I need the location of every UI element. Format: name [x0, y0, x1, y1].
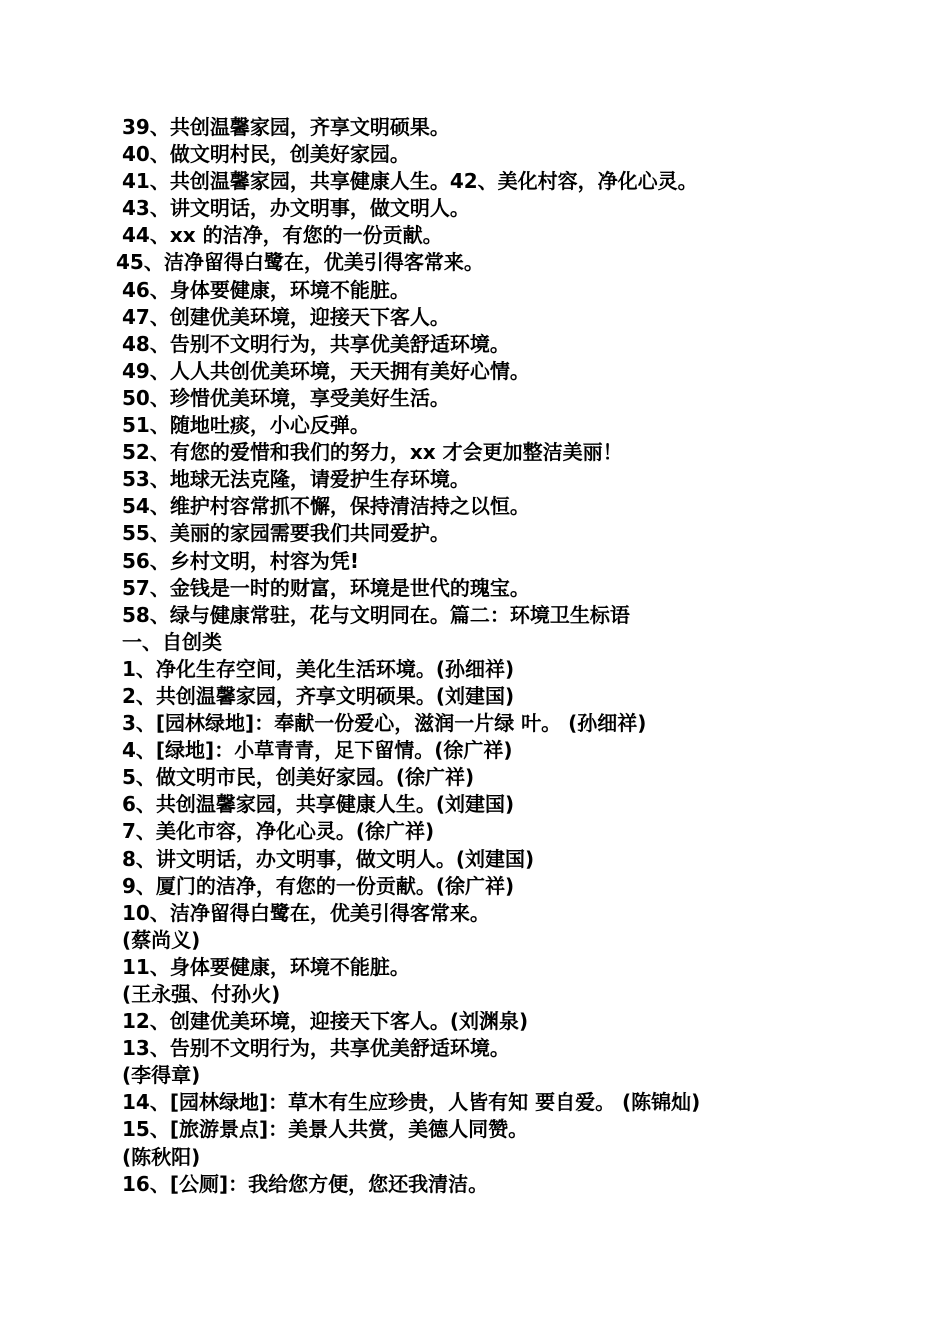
text-line: 3、[园林绿地]：奉献一份爱心，滋润一片绿 叶。 (孙细祥) [122, 711, 647, 736]
text-line: 2、共创温馨家园，齐享文明硕果。(刘建国) [122, 683, 515, 708]
text-line: 55、美丽的家园需要我们共同爱护。 [122, 521, 450, 546]
text-line: 54、维护村容常抓不懈，保持清洁持之以恒。 [122, 494, 530, 519]
text-line: 47、创建优美环境，迎接天下客人。 [122, 304, 450, 329]
text-line: 41、共创温馨家园，共享健康人生。42、美化村容，净化心灵。 [122, 169, 698, 194]
text-line: 44、xx 的洁净，有您的一份贡献。 [122, 223, 443, 248]
text-line: 8、讲文明话，办文明事，做文明人。(刘建国) [122, 846, 535, 871]
text-line: 56、乡村文明，村容为凭! [122, 548, 359, 573]
text-line: 49、人人共创优美环境，天天拥有美好心情。 [122, 358, 530, 383]
text-line: 40、做文明村民，创美好家园。 [122, 142, 410, 167]
text-line: 7、美化市容，净化心灵。(徐广祥) [122, 819, 435, 844]
text-line: 14、[园林绿地]：草木有生应珍贵，人皆有知 要自爱。 (陈锦灿) [122, 1090, 701, 1115]
text-line: 46、身体要健康，环境不能脏。 [122, 277, 410, 302]
author-line: (李得章) [122, 1063, 201, 1088]
text-line: 51、随地吐痰，小心反弹。 [122, 413, 370, 438]
text-line: 5、做文明市民，创美好家园。(徐广祥) [122, 765, 475, 790]
author-line: (王永强、付孙火) [122, 982, 281, 1006]
section-heading: 一、自创类 [122, 629, 222, 654]
text-line: 58、绿与健康常驻，花与文明同在。篇二：环境卫生标语 [122, 602, 630, 627]
text-line: 45、洁净留得白鹭在，优美引得客常来。 [116, 250, 484, 275]
text-line: 12、创建优美环境，迎接天下客人。(刘渊泉) [122, 1009, 529, 1034]
text-line: 6、共创温馨家园，共享健康人生。(刘建国) [122, 792, 515, 817]
text-line: 9、厦门的洁净，有您的一份贡献。(徐广祥) [122, 873, 515, 898]
text-line: 52、有您的爱惜和我们的努力，xx 才会更加整洁美丽！ [122, 440, 623, 465]
text-line: 48、告别不文明行为，共享优美舒适环境。 [122, 331, 510, 356]
text-line: 57、金钱是一时的财富，环境是世代的瑰宝。 [122, 575, 530, 600]
text-line: 43、讲文明话，办文明事，做文明人。 [122, 196, 470, 221]
text-line: 1、净化生存空间，美化生活环境。(孙细祥) [122, 656, 515, 681]
text-line: 10、洁净留得白鹭在，优美引得客常来。 [122, 900, 490, 925]
text-line: 53、地球无法克隆，请爱护生存环境。 [122, 467, 470, 492]
text-line: 13、告别不文明行为，共享优美舒适环境。 [122, 1036, 510, 1061]
text-line: 11、身体要健康，环境不能脏。 [122, 954, 410, 979]
author-line: (蔡尚义) [122, 927, 201, 952]
text-line: 39、共创温馨家园，齐享文明硕果。 [122, 115, 450, 139]
text-line: 16、[公厕]：我给您方便，您还我清洁。 [122, 1171, 489, 1196]
text-line: 50、珍惜优美环境，享受美好生活。 [122, 385, 450, 410]
author-line: (陈秋阳) [122, 1144, 201, 1169]
text-line: 4、[绿地]：小草青青，足下留情。(徐广祥) [122, 738, 513, 763]
slogan-list [116, 114, 922, 1198]
text-line: 15、[旅游景点]：美景人共赏，美德人同赞。 [122, 1117, 529, 1142]
